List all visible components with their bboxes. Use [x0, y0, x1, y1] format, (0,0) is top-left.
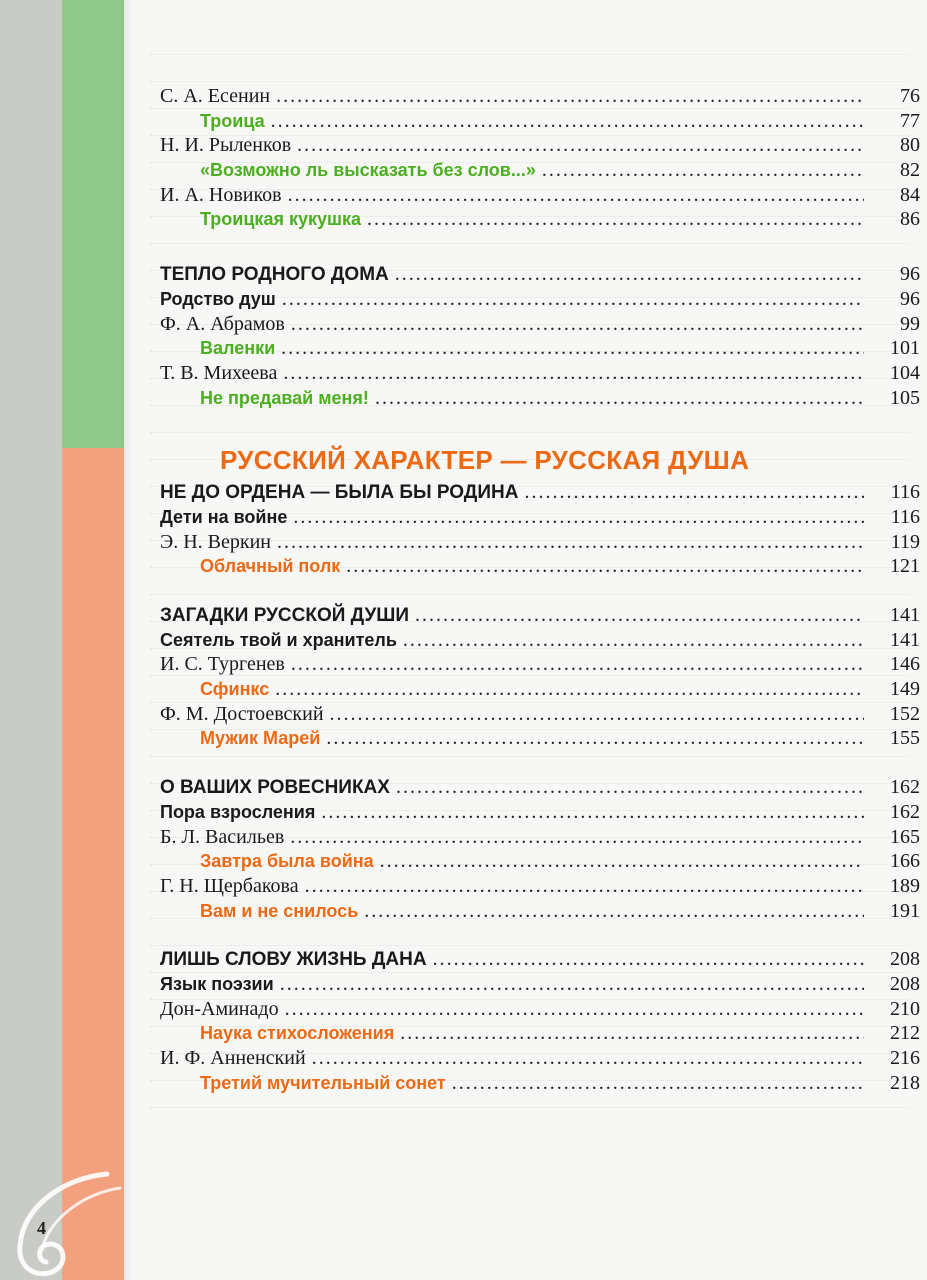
toc-entry-title: Э. Н. Веркин — [160, 530, 271, 553]
toc-entry-title: Вам и не снилось — [200, 900, 359, 921]
toc-entry — [160, 702, 920, 727]
toc-entry-title: Дон-Аминадо — [160, 997, 279, 1020]
toc-entry-page: 210 — [890, 997, 920, 1020]
toc-entry — [160, 183, 920, 208]
toc-entry — [160, 133, 920, 158]
dot-leader — [291, 652, 864, 677]
toc-entry — [160, 603, 920, 628]
toc-entry-title: ТЕПЛО РОДНОГО ДОМА — [160, 264, 389, 286]
dot-leader — [542, 158, 864, 183]
toc-entry — [160, 84, 920, 109]
toc-entry-page: 116 — [890, 505, 920, 528]
dot-leader — [452, 1071, 864, 1096]
toc-entry — [160, 947, 920, 972]
toc-entry-page: 121 — [890, 555, 920, 578]
page-number: 4 — [37, 1218, 46, 1238]
toc-entry — [160, 480, 920, 505]
toc-entry-page: 96 — [900, 263, 920, 286]
toc-entry-title: Б. Л. Васильев — [160, 825, 285, 848]
toc-entry-title: Н. И. Рыленков — [160, 134, 292, 157]
section-color-bar-green — [62, 0, 124, 448]
toc-entry-title: Язык поэзии — [160, 973, 274, 994]
decorative-swirl-icon — [2, 1168, 122, 1280]
toc-entry-title: Валенки — [200, 338, 276, 359]
toc-entry-page: 155 — [890, 727, 920, 750]
toc-block-peers — [160, 775, 920, 923]
toc-entry-page: 191 — [890, 899, 920, 922]
toc-entry — [160, 312, 920, 337]
toc-entry — [160, 361, 920, 386]
toc-entry-title: Троица — [200, 110, 265, 131]
dot-leader — [291, 312, 864, 337]
dot-leader — [415, 603, 864, 628]
dot-leader — [281, 336, 864, 361]
left-margin-gray — [0, 0, 62, 1280]
dot-leader — [288, 183, 864, 208]
dot-leader — [283, 361, 864, 386]
dot-leader — [330, 702, 864, 727]
toc-entry — [160, 386, 920, 411]
toc-entry-page: 218 — [890, 1071, 920, 1094]
toc-entry-title: Ф. А. Абрамов — [160, 312, 285, 335]
toc-entry — [160, 800, 920, 825]
dot-leader — [346, 554, 864, 579]
dot-leader — [276, 84, 864, 109]
dot-leader — [297, 133, 864, 158]
dot-leader — [433, 947, 864, 972]
toc-entry-title: Сеятель твой и хранитель — [160, 629, 397, 650]
toc-block-trinity — [160, 84, 920, 232]
toc-entry-page: 84 — [900, 183, 920, 206]
toc-entry — [160, 336, 920, 361]
toc-entry-title: Завтра была война — [200, 851, 374, 872]
toc-entry-title: О ВАШИХ РОВЕСНИКАХ — [160, 777, 390, 799]
toc-entry-page: 96 — [900, 287, 920, 310]
dot-leader — [293, 505, 864, 530]
toc-entry-page: 104 — [890, 361, 920, 384]
dot-leader — [271, 109, 864, 134]
toc-entry — [160, 874, 920, 899]
dot-leader — [524, 480, 864, 505]
toc-entry-title: И. А. Новиков — [160, 183, 282, 206]
toc-entry-page: 162 — [890, 800, 920, 823]
toc-entry-page: 99 — [900, 312, 920, 335]
dot-leader — [275, 677, 864, 702]
toc-entry-page: 162 — [890, 776, 920, 799]
toc-entry-title: Третий мучительный сонет — [200, 1072, 446, 1093]
toc-entry-title: И. С. Тургенев — [160, 653, 285, 676]
toc-entry — [160, 899, 920, 924]
dot-leader — [290, 825, 864, 850]
toc-entry-page: 77 — [900, 109, 920, 132]
toc-entry-page: 165 — [890, 825, 920, 848]
toc-entry-title: Облачный полк — [200, 556, 341, 577]
toc-entry — [160, 109, 920, 134]
toc-entry-page: 119 — [890, 530, 920, 553]
toc-entry — [160, 652, 920, 677]
dot-leader — [380, 849, 864, 874]
toc-entry-title: Сфинкс — [200, 679, 270, 700]
dot-leader — [282, 287, 864, 312]
dot-leader — [305, 874, 864, 899]
toc-entry-page: 116 — [890, 481, 920, 504]
dot-leader — [396, 775, 864, 800]
toc-entry-title: Не предавай меня! — [200, 387, 369, 408]
toc-block-word — [160, 947, 920, 1095]
dot-leader — [375, 386, 864, 411]
toc-entry-page: 76 — [900, 85, 920, 107]
part-title: РУССКИЙ ХАРАКТЕР — РУССКАЯ ДУША — [220, 445, 750, 476]
toc-entry-page: 101 — [890, 337, 920, 360]
page-fold-shadow — [124, 0, 134, 1280]
toc-entry-page: 105 — [890, 386, 920, 409]
toc-entry-title: Пора взросления — [160, 801, 316, 822]
toc-entry — [160, 1021, 920, 1046]
toc-entry-title: Троицкая кукушка — [200, 209, 362, 230]
dot-leader — [400, 1021, 864, 1046]
toc-entry-title: ЗАГАДКИ РУССКОЙ ДУШИ — [160, 605, 410, 626]
toc-entry-page: 146 — [890, 653, 920, 676]
toc-entry-page: 141 — [890, 604, 920, 626]
toc-entry-page: 166 — [890, 850, 920, 873]
toc-entry — [160, 287, 920, 312]
dot-leader — [277, 530, 864, 555]
toc-entry-page: 212 — [890, 1022, 920, 1045]
toc-entry-title: Г. Н. Щербакова — [160, 874, 299, 897]
toc-entry — [160, 1046, 920, 1071]
toc-entry — [160, 726, 920, 751]
toc-entry-title: Ф. М. Достоевский — [160, 702, 324, 725]
toc-entry — [160, 262, 920, 287]
toc-entry-title: НЕ ДО ОРДЕНА — БЫЛА БЫ РОДИНА — [160, 482, 519, 504]
toc-entry-title: С. А. Есенин — [160, 85, 271, 107]
toc-entry-page: 152 — [890, 702, 920, 725]
dot-leader — [367, 207, 864, 232]
toc-entry — [160, 677, 920, 702]
toc-entry — [160, 1071, 920, 1096]
toc-entry — [160, 825, 920, 850]
toc-block-home-warmth — [160, 262, 920, 410]
toc-entry-page: 216 — [890, 1047, 920, 1069]
toc-entry — [160, 207, 920, 232]
toc-entry — [160, 505, 920, 530]
toc-entry — [160, 972, 920, 997]
toc-entry-title: «Возможно ль высказать без слов...» — [200, 160, 536, 181]
toc-entry-page: 141 — [890, 628, 920, 651]
toc-entry-title: ЛИШЬ СЛОВУ ЖИЗНЬ ДАНА — [160, 949, 427, 971]
toc-entry — [160, 628, 920, 653]
toc-entry — [160, 849, 920, 874]
dot-leader — [285, 997, 864, 1022]
dot-leader — [312, 1046, 864, 1071]
table-of-contents — [160, 84, 920, 1095]
toc-entry — [160, 530, 920, 555]
toc-entry-page: 208 — [890, 948, 920, 971]
dot-leader — [395, 262, 864, 287]
toc-entry-title: Т. В. Михеева — [160, 361, 278, 384]
dot-leader — [321, 800, 864, 825]
toc-entry — [160, 158, 920, 183]
toc-entry — [160, 554, 920, 579]
toc-entry-title: Наука стихосложения — [200, 1023, 395, 1044]
toc-entry-page: 80 — [900, 134, 920, 157]
section-color-bar-orange — [62, 448, 124, 1280]
dot-leader — [280, 972, 864, 997]
toc-entry-page: 82 — [900, 159, 920, 182]
toc-entry — [160, 997, 920, 1022]
toc-entry-title: Мужик Марей — [200, 728, 321, 749]
toc-entry — [160, 775, 920, 800]
toc-entry-page: 208 — [890, 972, 920, 995]
toc-entry-title: Родство душ — [160, 288, 276, 309]
toc-entry-title: И. Ф. Анненский — [160, 1047, 306, 1069]
toc-entry-page: 189 — [890, 874, 920, 897]
toc-block-russian-soul — [160, 603, 920, 751]
toc-entry-title: Дети на войне — [160, 506, 288, 527]
toc-block-motherland — [160, 480, 920, 579]
dot-leader — [326, 726, 864, 751]
dot-leader — [364, 899, 864, 924]
dot-leader — [403, 628, 864, 653]
toc-entry-page: 86 — [900, 208, 920, 231]
toc-entry-page: 149 — [890, 678, 920, 701]
